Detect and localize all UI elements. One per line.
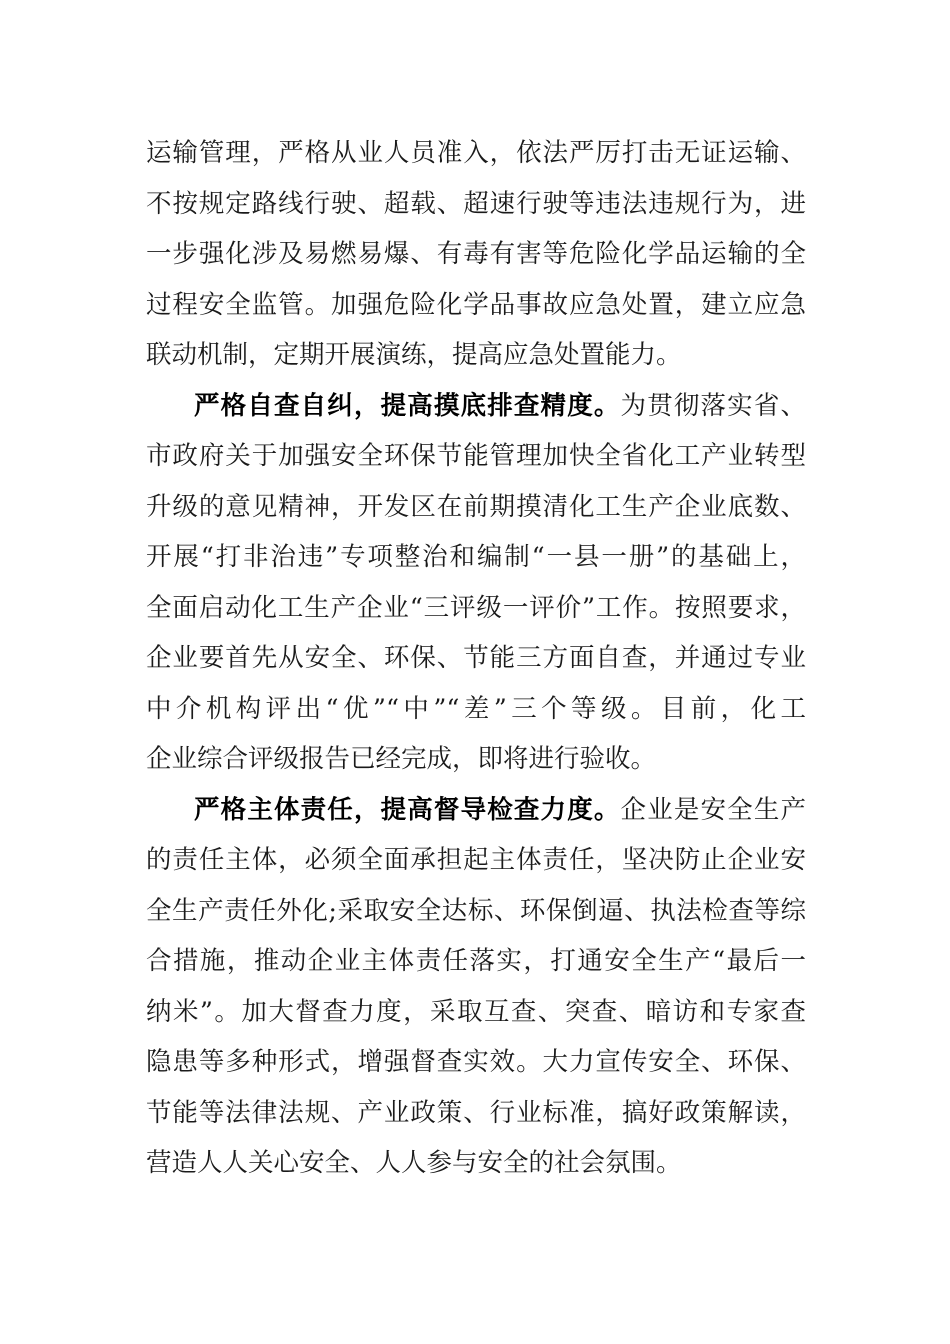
paragraph-text: 企业是安全生产 (620, 794, 806, 825)
paragraph-line: 节能等法律法规、产业政策、行业标准，搞好政策解读， (146, 1097, 806, 1128)
paragraph-line: 的责任主体，必须全面承担起主体责任，坚决防止企业安 (146, 845, 806, 875)
paragraph-line: 营造人人关心安全、人人参与安全的社会氛围。 (146, 1148, 682, 1178)
paragraph-heading: 严格主体责任，提高督导检查力度。 (194, 794, 621, 825)
paragraph-first-line (146, 381, 806, 432)
paragraph-line: 企业综合评级报告已经完成，即将进行验收。 (146, 744, 657, 774)
paragraph-line: 纳米”。加大督查力度，采取互查、突查、暗访和专家查 (146, 996, 806, 1027)
paragraph-line: 联动机制，定期开展演练，提高应急处置能力。 (146, 340, 682, 370)
paragraph-line: 过程安全监管。加强危险化学品事故应急处置，建立应急 (146, 289, 806, 320)
paragraph-line: 全生产责任外化;采取安全达标、环保倒逼、执法检查等综 (146, 895, 806, 926)
paragraph-first-line (146, 785, 806, 836)
paragraph-line: 合措施，推动企业主体责任落实，打通安全生产“最后一 (146, 946, 806, 976)
paragraph-2 (146, 381, 806, 785)
paragraph-3 (146, 785, 806, 1189)
paragraph-line: 中介机构评出“优”“中”“差”三个等级。目前，化工 (146, 693, 806, 724)
paragraph-line: 升级的意见精神，开发区在前期摸清化工生产企业底数、 (146, 491, 806, 522)
paragraph-line: 开展“打非治违”专项整治和编制“一县一册”的基础上， (146, 542, 806, 572)
paragraph-heading: 严格自查自纠，提高摸底排查精度。 (194, 390, 621, 421)
paragraph-1 (146, 128, 806, 381)
paragraph-line: 全面启动化工生产企业“三评级一评价”工作。按照要求， (146, 592, 806, 623)
document-body (146, 128, 806, 1189)
paragraph-line: 不按规定路线行驶、超载、超速行驶等违法违规行为，进 (146, 188, 806, 219)
paragraph-line: 市政府关于加强安全环保节能管理加快全省化工产业转型 (146, 441, 806, 471)
paragraph-line: 隐患等多种形式，增强督查实效。大力宣传安全、环保、 (146, 1047, 806, 1077)
paragraph-line: 运输管理，严格从业人员准入，依法严厉打击无证运输、 (146, 138, 806, 168)
paragraph-line: 企业要首先从安全、环保、节能三方面自查，并通过专业 (146, 643, 806, 673)
paragraph-text: 为贯彻落实省、 (620, 390, 806, 421)
paragraph-line: 一步强化涉及易燃易爆、有毒有害等危险化学品运输的全 (146, 239, 806, 269)
